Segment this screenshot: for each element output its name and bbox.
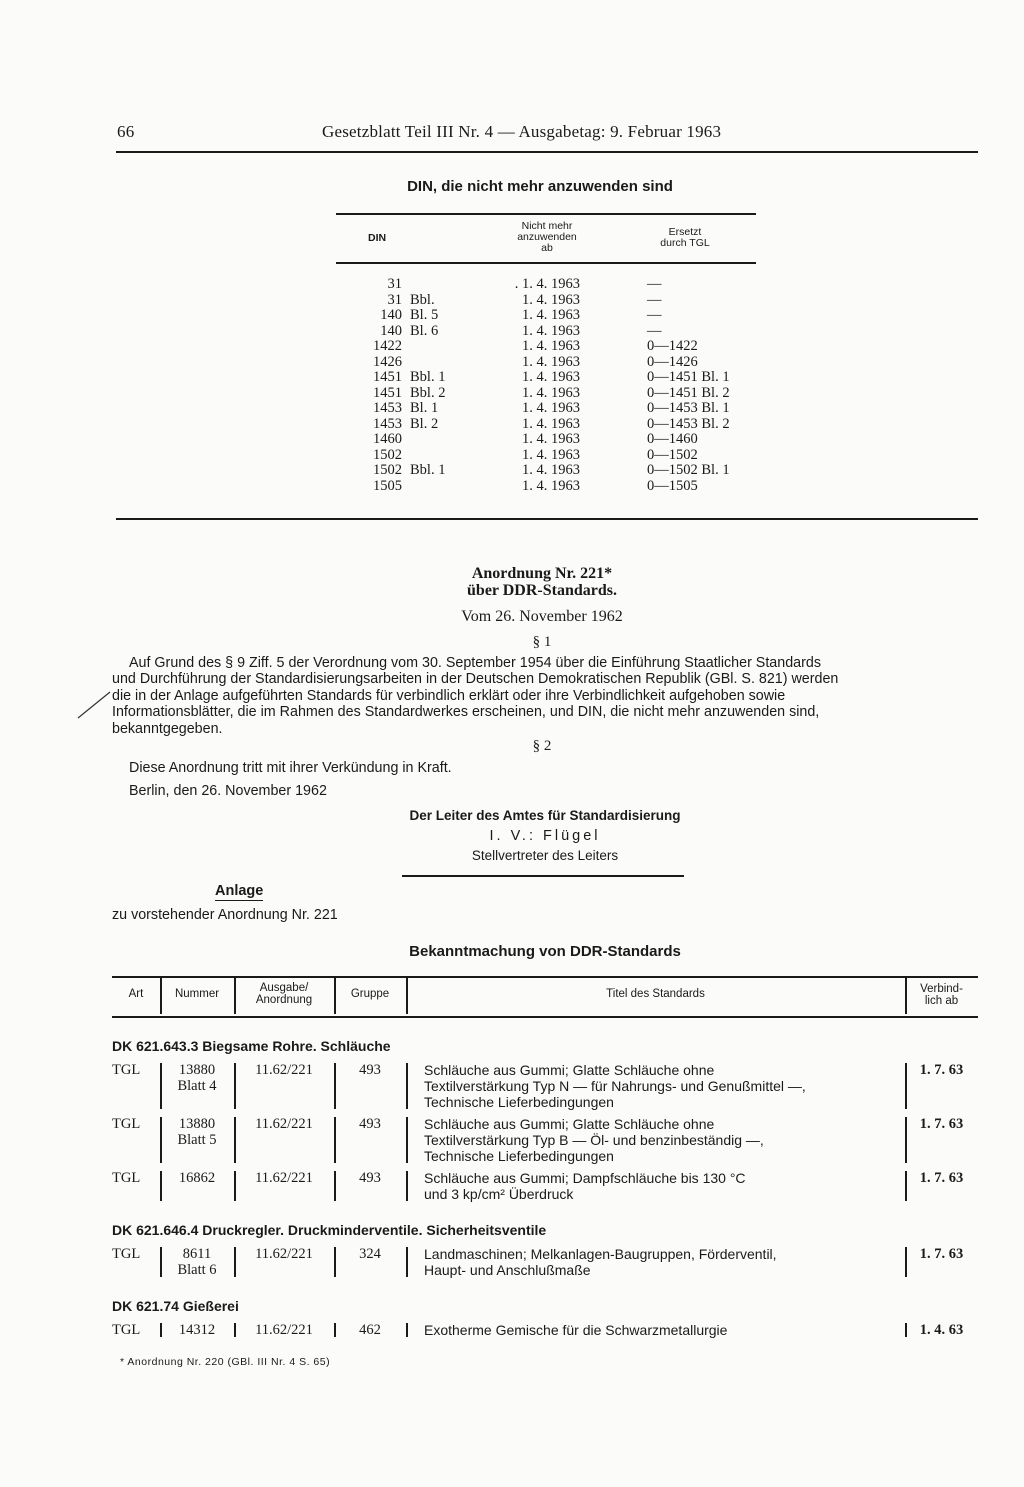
standard-nummer: 14312 [178, 1322, 216, 1338]
din-ersetzt: 0—1460 [647, 431, 698, 447]
standard-titel: Haupt- und Anschlußmaße [424, 1262, 591, 1278]
din-number: 1451 [373, 384, 402, 401]
standard-nummer: Blatt 6 [177, 1262, 217, 1278]
standard-titel: Schläuche aus Gummi; Glatte Schläuche ohne [424, 1062, 715, 1078]
din-ersetzt: — [647, 322, 662, 339]
anordnung-title-2: über DDR-Standards. [467, 582, 617, 599]
place-date: Berlin, den 26. November 1962 [129, 783, 327, 799]
col-titel: Titel des Standards [606, 988, 705, 1000]
row-col-divider [234, 1323, 236, 1337]
section-2-heading: § 2 [532, 738, 552, 754]
section-separator-rule [116, 518, 978, 520]
din-number: 1505 [373, 477, 402, 494]
row-col-divider [406, 1171, 408, 1201]
signature-line-1: Der Leiter des Amtes für Standardisierung [409, 808, 681, 823]
din-number: 1502 [373, 462, 402, 478]
din-suffix: Bbl. 1 [410, 462, 446, 478]
din-nicht-ab: 1. 4. 1963 [522, 446, 580, 463]
din-nicht-ab: 1. 4. 1963 [522, 322, 580, 339]
paragraph-1-line: Auf Grund des § 9 Ziff. 5 der Verordnung vom 30. September 1954 über die Einführung Staatlicher Standards [129, 655, 821, 671]
standard-ausgabe: 11.62/221 [255, 1322, 313, 1338]
standard-titel: Exotherme Gemische für die Schwarzmetallurgie [424, 1322, 728, 1338]
din-ersetzt: — [647, 276, 662, 292]
section-1-heading: § 1 [532, 634, 552, 650]
col-art: Art [128, 988, 144, 1000]
din-col-nicht-line1: Nicht mehr [521, 220, 573, 232]
standard-nummer: 8611 [182, 1246, 212, 1262]
paragraph-1-line: Informationsblätter, die im Rahmen des Standardwerkes erscheinen, und DIN, die nicht mehr anzuwenden sind, [112, 704, 820, 721]
standard-titel: Technische Lieferbedingungen [424, 1094, 614, 1110]
standard-gruppe: 324 [359, 1246, 381, 1262]
row-col-divider [905, 1323, 907, 1337]
din-nicht-ab: 1. 4. 1963 [522, 415, 580, 432]
signature-line-3: Stellvertreter des Leiters [471, 848, 619, 863]
anlage-subtitle: zu vorstehender Anordnung Nr. 221 [112, 907, 338, 923]
din-ersetzt: 0—1451 Bl. 1 [647, 369, 730, 385]
header-rule [116, 151, 978, 153]
row-col-divider [406, 1063, 408, 1109]
din-ersetzt: 0—1502 Bl. 1 [647, 462, 730, 478]
din-ersetzt: 0—1451 Bl. 2 [647, 384, 730, 401]
standard-art: TGL [112, 1170, 141, 1186]
row-col-divider [160, 1117, 162, 1163]
din-nicht-ab: 1. 4. 1963 [522, 462, 580, 478]
din-col-ersetzt [640, 227, 730, 249]
row-col-divider [334, 1117, 336, 1163]
col-ausgabe-line1: Ausgabe/ [259, 982, 309, 994]
din-col-nicht-line2: anzuwenden [517, 231, 577, 243]
din-col-ersetzt-line2: durch TGL [660, 237, 710, 249]
col-nummer: Nummer [174, 988, 220, 1000]
standard-verbindlich: 1. 7. 63 [919, 1116, 964, 1132]
anlage-table-title: Bekanntmachung von DDR-Standards [409, 943, 681, 960]
paragraph-1-line: die in der Anlage aufgeführten Standards für verbindlich erklärt oder ihre Verbindlichkeit aufgehoben sowie [112, 687, 786, 704]
col-ausgabe-line2: Anordnung [255, 994, 313, 1006]
paragraph-1-line: bekanntgegeben. [112, 720, 223, 737]
din-table-header-rule [336, 262, 756, 264]
standard-titel: und 3 kp/cm² Überdruck [424, 1186, 574, 1202]
standard-nummer: 13880 [178, 1116, 216, 1132]
din-nicht-ab: 1. 4. 1963 [522, 400, 580, 416]
row-col-divider [234, 1063, 236, 1109]
col-verbindlich [905, 983, 978, 1007]
din-number: 1422 [373, 338, 402, 354]
standard-gruppe: 462 [359, 1322, 381, 1338]
row-col-divider [234, 1117, 236, 1163]
din-suffix: Bl. 6 [410, 322, 439, 339]
page-header-title: Gesetzblatt Teil III Nr. 4 — Ausgabetag: 9. Februar 1963 [322, 122, 722, 141]
standard-nummer: Blatt 5 [177, 1132, 217, 1148]
signature-line-2: I. V.: Flügel [489, 828, 601, 844]
din-number: 140 [380, 322, 402, 339]
din-number: 1451 [373, 369, 402, 385]
din-number: 1460 [373, 431, 402, 447]
paragraph-1-line: und Durchführung der Standardisierungsarbeiten in der Deutschen Demokratischen Republik (GBl. S. 821) werden [112, 671, 839, 688]
standard-gruppe: 493 [359, 1170, 381, 1186]
standard-art: TGL [112, 1322, 141, 1338]
anlage-heading: Anlage [215, 883, 264, 899]
din-suffix: Bbl. [410, 291, 435, 308]
din-number: 1502 [373, 446, 402, 463]
standard-ausgabe: 11.62/221 [255, 1116, 313, 1132]
row-col-divider [905, 1171, 907, 1201]
row-col-divider [334, 1323, 336, 1337]
din-col-nicht-line3: ab [541, 242, 553, 254]
din-table-top-rule [336, 213, 756, 215]
din-ersetzt: 0—1453 Bl. 2 [647, 415, 730, 432]
din-number: 1453 [373, 415, 402, 432]
standard-art: TGL [112, 1116, 141, 1132]
signature-rule [402, 875, 684, 877]
row-col-divider [234, 1247, 236, 1277]
standard-art: TGL [112, 1246, 141, 1262]
group-heading: DK 621.643.3 Biegsame Rohre. Schläuche [112, 1038, 391, 1054]
din-ersetzt: 0—1422 [647, 338, 698, 354]
standard-nummer: Blatt 4 [177, 1078, 217, 1094]
row-col-divider [905, 1063, 907, 1109]
row-col-divider [334, 1247, 336, 1277]
row-col-divider [334, 1063, 336, 1109]
din-ersetzt: 0—1502 [647, 446, 698, 463]
din-table-title: DIN, die nicht mehr anzuwenden sind [407, 178, 673, 195]
col-verbindlich-line1: Verbind- [920, 983, 963, 995]
standard-gruppe: 493 [359, 1116, 381, 1132]
standard-titel: Schläuche aus Gummi; Dampfschläuche bis 130 °C [424, 1170, 746, 1186]
row-col-divider [905, 1117, 907, 1163]
row-col-divider [234, 1171, 236, 1201]
din-nicht-ab: 1. 4. 1963 [522, 353, 580, 370]
row-col-divider [905, 1247, 907, 1277]
din-ersetzt: — [647, 307, 662, 323]
din-nicht-ab: 1. 4. 1963 [522, 338, 580, 354]
row-col-divider [334, 1171, 336, 1201]
row-col-divider [160, 1063, 162, 1109]
din-nicht-ab: 1. 4. 1963 [522, 291, 580, 308]
din-number: 140 [380, 307, 402, 323]
din-nicht-ab: 1. 4. 1963 [522, 384, 580, 401]
anordnung-title-1: Anordnung Nr. 221* [471, 565, 613, 582]
standard-ausgabe: 11.62/221 [255, 1170, 313, 1186]
din-nicht-ab: . 1. 4. 1963 [514, 276, 580, 292]
footnote: * Anordnung Nr. 220 (GBl. III Nr. 4 S. 65) [120, 1356, 331, 1368]
col-gruppe: Gruppe [350, 988, 390, 1000]
standard-verbindlich: 1. 7. 63 [919, 1246, 964, 1262]
anordnung-date: Vom 26. November 1962 [461, 608, 623, 625]
din-col-nicht [492, 221, 602, 254]
standard-titel: Schläuche aus Gummi; Glatte Schläuche ohne [424, 1116, 715, 1132]
din-number: 31 [387, 291, 402, 308]
din-ersetzt: 0—1505 [647, 477, 698, 494]
anlage-table-top-rule [112, 976, 978, 978]
standard-titel: Textilverstärkung Typ N — für Nahrungs- und Genußmittel —, [424, 1078, 806, 1094]
standard-verbindlich: 1. 7. 63 [919, 1170, 964, 1186]
standard-art: TGL [112, 1062, 141, 1078]
group-heading: DK 621.646.4 Druckregler. Druckminderventile. Sicherheitsventile [112, 1222, 547, 1238]
standard-ausgabe: 11.62/221 [255, 1062, 313, 1078]
row-col-divider [406, 1247, 408, 1277]
din-suffix: Bl. 2 [410, 415, 439, 432]
col-ausgabe [234, 982, 334, 1006]
row-col-divider [406, 1323, 408, 1337]
standard-titel: Technische Lieferbedingungen [424, 1148, 614, 1164]
din-nicht-ab: 1. 4. 1963 [522, 431, 580, 447]
din-suffix: Bbl. 2 [410, 384, 446, 401]
row-col-divider [160, 1247, 162, 1277]
standard-gruppe: 493 [359, 1062, 381, 1078]
row-col-divider [160, 1323, 162, 1337]
din-col-din: DIN [368, 232, 387, 244]
standard-verbindlich: 1. 7. 63 [919, 1062, 964, 1078]
standard-titel: Textilverstärkung Typ B — Öl- und benzinbeständig —, [424, 1132, 764, 1148]
paragraph-2: Diese Anordnung tritt mit ihrer Verkündung in Kraft. [129, 760, 452, 776]
din-number: 31 [387, 276, 402, 292]
din-nicht-ab: 1. 4. 1963 [522, 369, 580, 385]
din-ersetzt: — [647, 291, 662, 308]
col-verbindlich-line2: lich ab [924, 995, 959, 1007]
standard-verbindlich: 1. 4. 63 [919, 1322, 964, 1338]
din-suffix: Bl. 5 [410, 307, 439, 323]
din-number: 1453 [373, 400, 402, 416]
group-heading: DK 621.74 Gießerei [112, 1298, 239, 1314]
din-suffix: Bbl. 1 [410, 369, 446, 385]
standard-ausgabe: 11.62/221 [255, 1246, 313, 1262]
din-nicht-ab: 1. 4. 1963 [522, 307, 580, 323]
anlage-table-header-rule [112, 1016, 978, 1018]
standard-nummer: 16862 [178, 1170, 216, 1186]
margin-pencil-mark [74, 688, 114, 722]
din-number: 1426 [373, 353, 402, 370]
din-col-ersetzt-line1: Ersetzt [668, 226, 702, 238]
page-number: 66 [117, 122, 135, 141]
din-nicht-ab: 1. 4. 1963 [522, 477, 580, 494]
row-col-divider [406, 1117, 408, 1163]
paragraph-1 [112, 655, 992, 737]
din-suffix: Bl. 1 [410, 400, 439, 416]
din-ersetzt: 0—1426 [647, 353, 698, 370]
row-col-divider [160, 1171, 162, 1201]
din-ersetzt: 0—1453 Bl. 1 [647, 400, 730, 416]
standard-titel: Landmaschinen; Melkanlagen-Baugruppen, Förderventil, [424, 1246, 777, 1262]
standard-nummer: 13880 [178, 1062, 216, 1078]
